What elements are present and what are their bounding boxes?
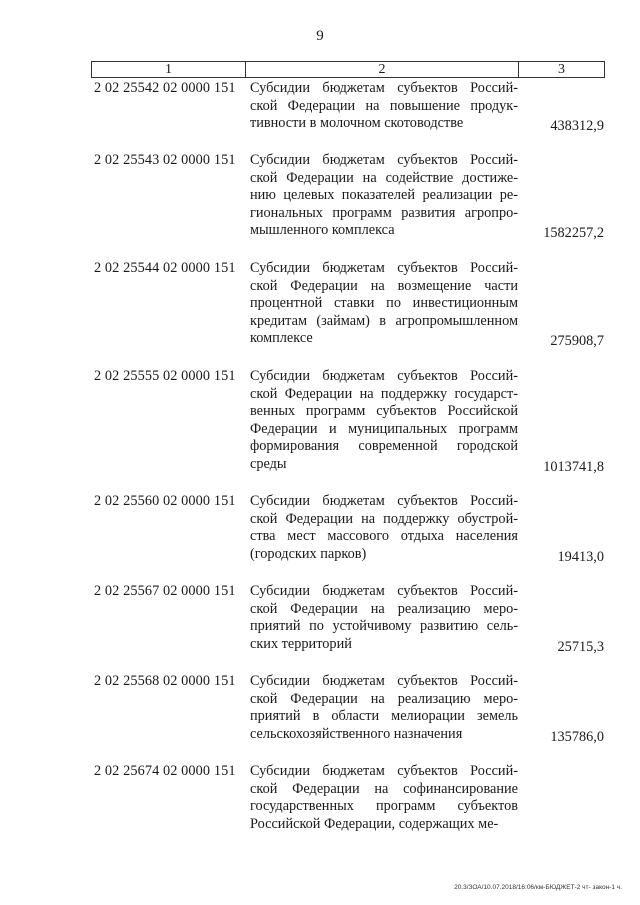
description-line: сельскохозяйственного назначения	[250, 725, 463, 742]
description-line: комплексе	[250, 330, 313, 347]
amount-value: 135786,0	[550, 728, 604, 745]
description-line: ских территорий	[250, 635, 352, 652]
description-line: ской Федерации на поддержку обустрой-	[250, 510, 518, 527]
revenue-code: 2 02 25560 02 0000 151	[94, 493, 236, 509]
description-line: формирования современной городской	[250, 438, 518, 455]
amount-value: 1582257,2	[543, 225, 604, 242]
revenue-code: 2 02 25544 02 0000 151	[94, 260, 236, 276]
description-line: Субсидии бюджетам субъектов Россий-	[250, 80, 518, 96]
description-line: ской Федерации на реализацию меро-	[250, 600, 518, 617]
description-line: Субсидии бюджетам субъектов Россий-	[250, 260, 518, 276]
description-line: процентной ставки по инвестиционным	[250, 295, 518, 312]
description-line: ства мест массового отдыха населения	[250, 528, 518, 545]
description-line: ской Федерации на содействие достиже-	[250, 169, 518, 186]
description-line: Субсидии бюджетам субъектов Россий-	[250, 152, 518, 168]
revenue-description	[250, 260, 518, 348]
description-line: ской Федерации на поддержку государст-	[250, 385, 518, 402]
column-header-row	[91, 61, 605, 78]
amount-value: 275908,7	[550, 333, 604, 350]
revenue-description	[250, 673, 518, 743]
description-line: гиональных программ развития агропро-	[250, 204, 518, 221]
amount-value: 1013741,8	[543, 459, 604, 475]
description-line: ской Федерации на повышение продук-	[250, 97, 518, 114]
amount-value: 19413,0	[557, 548, 604, 565]
description-line: Российской Федерации, содержащих ме-	[250, 815, 499, 832]
description-line: среды	[250, 455, 287, 472]
revenue-description	[250, 493, 518, 563]
description-line: Субсидии бюджетам субъектов Россий-	[250, 583, 518, 599]
revenue-code: 2 02 25555 02 0000 151	[94, 368, 236, 384]
revenue-description	[250, 763, 518, 833]
revenue-code: 2 02 25567 02 0000 151	[94, 583, 236, 599]
description-line: (городских парков)	[250, 545, 367, 562]
revenue-description	[250, 368, 518, 474]
revenue-description	[250, 80, 518, 133]
amount-value: 25715,3	[557, 638, 604, 655]
page-number: 9	[316, 28, 324, 44]
description-line: Федерации и муниципальных программ	[250, 420, 518, 437]
description-line: мышленного комплекса	[250, 222, 395, 239]
revenue-code: 2 02 25543 02 0000 151	[94, 152, 236, 168]
description-line: государственных программ субъектов	[250, 798, 518, 815]
description-line: Субсидии бюджетам субъектов Россий-	[250, 763, 518, 779]
revenue-code: 2 02 25542 02 0000 151	[94, 80, 236, 96]
amount-value: 438312,9	[550, 118, 604, 135]
column-header-3: 3	[558, 62, 565, 77]
footer-stamp: 20.3/ЗОА/10.07.2018/16:06/км-БЮДЖЕТ-2 чт- закон-1 ч.	[454, 884, 622, 891]
column-header-2: 2	[246, 62, 519, 77]
description-line: кредитам (займам) в агропромышленном	[250, 312, 518, 329]
revenue-description	[250, 583, 518, 653]
revenue-code: 2 02 25674 02 0000 151	[94, 763, 236, 779]
column-header-1: 1	[92, 62, 246, 77]
description-line: Субсидии бюджетам субъектов Россий-	[250, 493, 518, 509]
description-line: ской Федерации на софинансирование	[250, 780, 518, 797]
description-line: Субсидии бюджетам субъектов Россий-	[250, 673, 518, 689]
revenue-description	[250, 152, 518, 240]
description-line: ской Федерации на возмещение части	[250, 277, 518, 294]
revenue-code: 2 02 25568 02 0000 151	[94, 673, 236, 689]
description-line: тивности в молочном скотоводстве	[250, 115, 464, 132]
description-line: Субсидии бюджетам субъектов Россий-	[250, 368, 518, 384]
description-line: нию целевых показателей реализации ре-	[250, 187, 518, 204]
description-line: венных программ субъектов Российской	[250, 403, 518, 420]
description-line: приятий по устойчивому развитию сель-	[250, 618, 518, 635]
description-line: ской Федерации на реализацию меро-	[250, 690, 518, 707]
description-line: приятий в области мелиорации земель	[250, 708, 518, 725]
